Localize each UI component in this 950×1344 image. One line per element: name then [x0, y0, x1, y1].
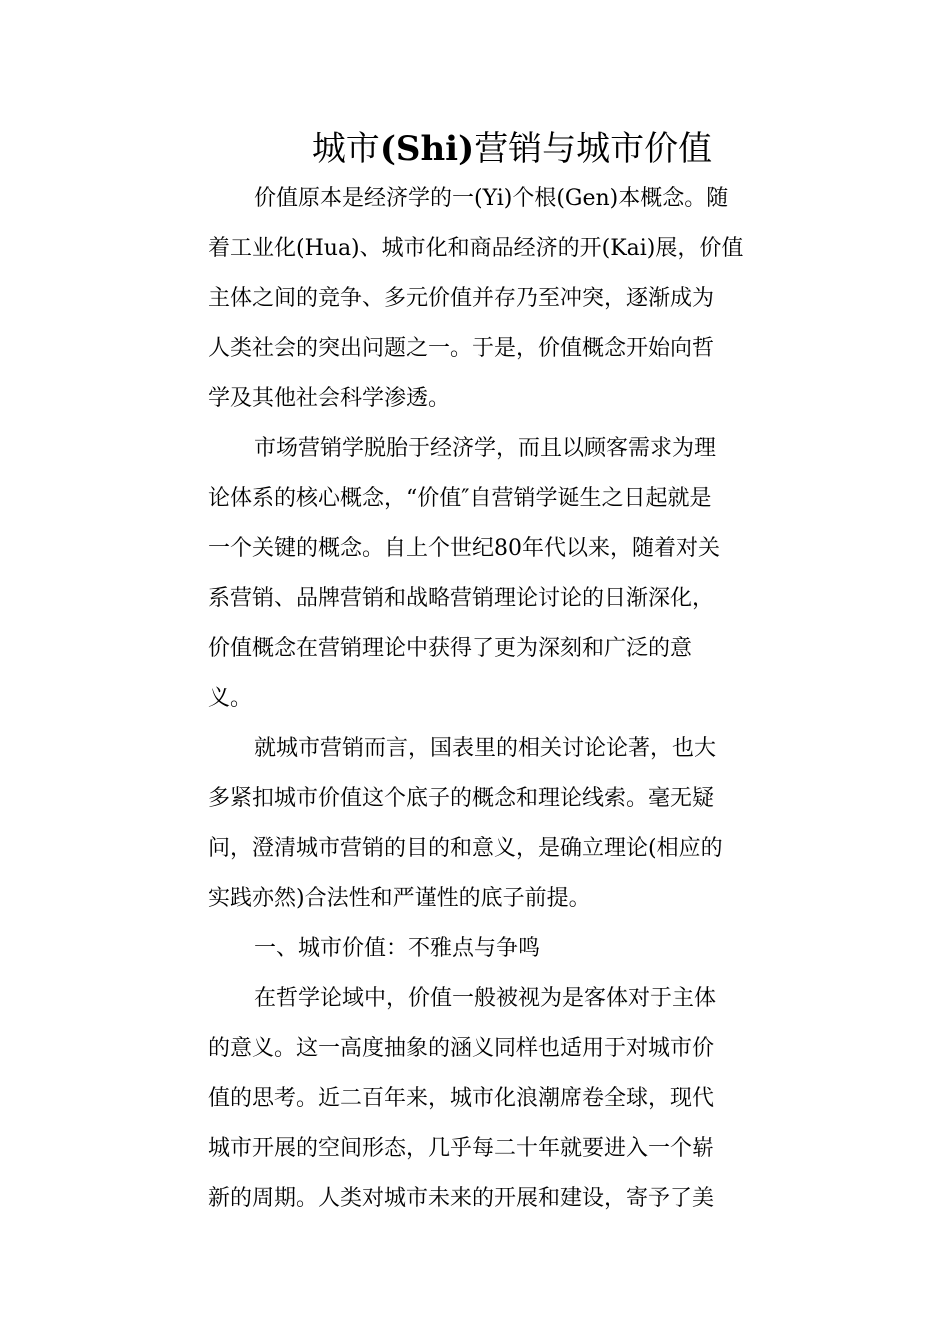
- section-heading-line: 一、城市价值：不雅点与争鸣: [254, 936, 541, 961]
- paragraph-line: 市场营销学脱胎于经济学，而且以顾客需求为理: [254, 436, 717, 461]
- paragraph-line: 论体系的核心概念，“价值″自营销学诞生之日起就是: [208, 486, 712, 511]
- paragraph-line: 问，澄清城市营销的目的和意义，是确立理论(相应的: [208, 836, 723, 861]
- paragraph-line: 着工业化(Hua)、城市化和商品经济的开(Kai)展，价值: [208, 236, 744, 261]
- title-part-2: 营销与城市价值: [474, 129, 713, 169]
- paragraph-line: 人类社会的突出问题之一。于是，价值概念开始向哲: [208, 336, 715, 361]
- document-title: [208, 120, 816, 178]
- paragraph-line: 一个关键的概念。自上个世纪80年代以来，随着对关: [208, 536, 720, 561]
- paragraph-line: 多紧扣城市价值这个底子的概念和理论线索。毫无疑: [208, 786, 715, 811]
- document-body: [208, 174, 744, 1224]
- paragraph-line: 新的周期。人类对城市未来的开展和建设，寄予了美: [208, 1186, 715, 1211]
- paragraph-line: 城市开展的空间形态，几乎每二十年就要进入一个崭: [208, 1136, 715, 1161]
- paragraph: [208, 724, 738, 924]
- paragraph: [208, 174, 744, 424]
- paragraph-line: 义。: [208, 686, 253, 711]
- paragraph-line: 在哲学论域中，价值一般被视为是客体对于主体: [254, 986, 717, 1011]
- paragraph-line: 价值概念在营销理论中获得了更为深刻和广泛的意: [208, 636, 693, 661]
- paragraph-line: 价值原本是经济学的一(Yi)个根(Gen)本概念。随: [254, 186, 729, 211]
- title-part-bold: (Shi): [379, 129, 475, 169]
- paragraph-line: 值的思考。近二百年来，城市化浪潮席卷全球，现代: [208, 1086, 715, 1111]
- paragraph-line: 主体之间的竞争、多元价值并存乃至冲突，逐渐成为: [208, 286, 715, 311]
- paragraph-line: 实践亦然)合法性和严谨性的底子前提。: [208, 886, 591, 911]
- paragraph: [208, 424, 738, 724]
- paragraph-line: 系营销、品牌营销和战略营销理论讨论的日渐深化，: [208, 586, 715, 611]
- section-heading: [208, 924, 738, 974]
- paragraph-line: 学及其他社会科学渗透。: [208, 386, 451, 411]
- paragraph: [208, 974, 738, 1224]
- paragraph-line: 的意义。这一高度抽象的涵义同样也适用于对城市价: [208, 1036, 715, 1061]
- paragraph-line: 就城市营销而言，国表里的相关讨论论著，也大: [254, 736, 717, 761]
- title-part-1: 城市: [311, 129, 380, 169]
